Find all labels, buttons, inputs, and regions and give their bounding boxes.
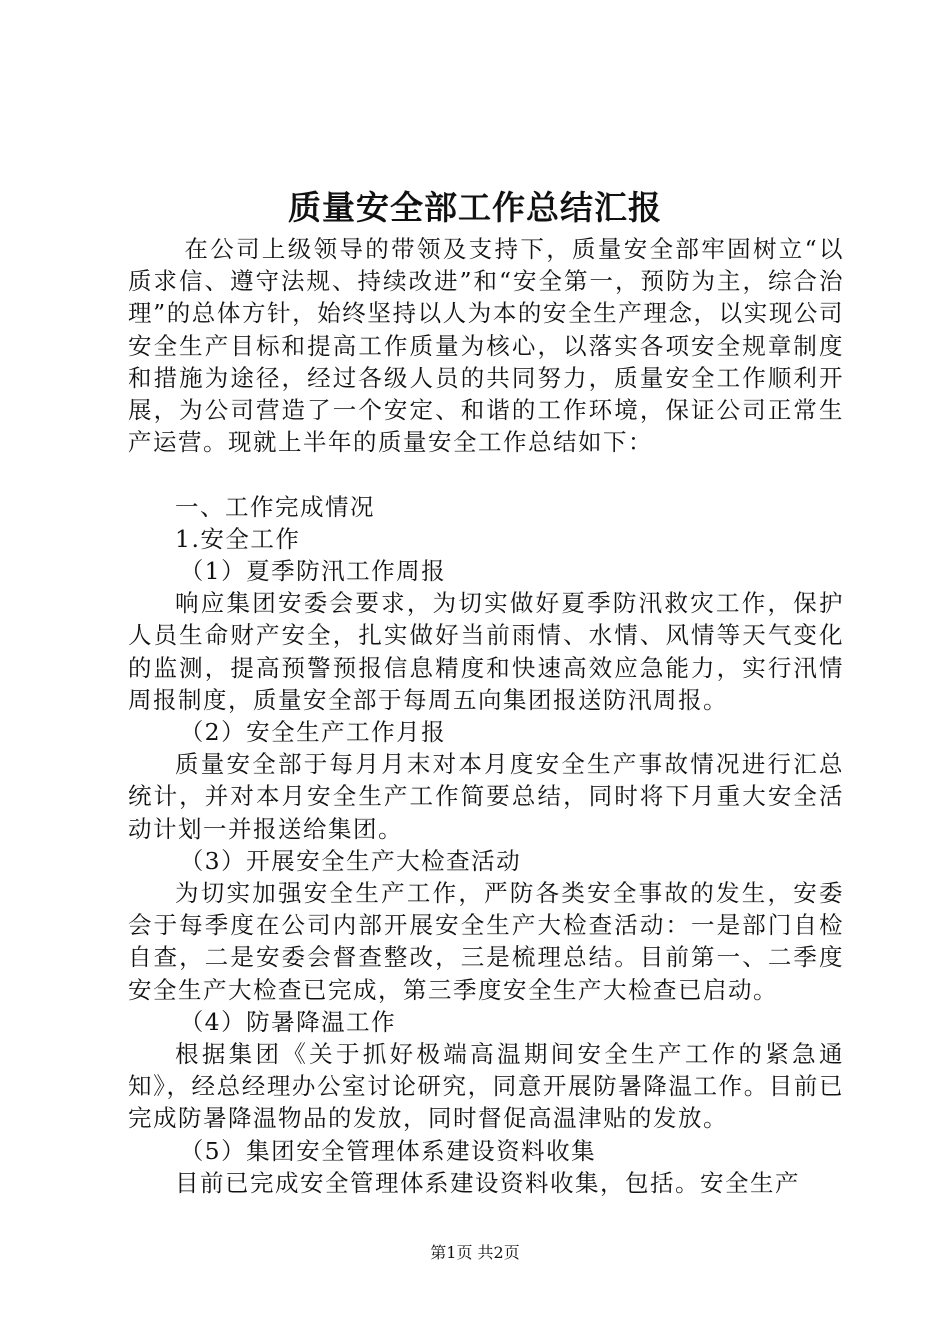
item-heading-flood-report: （1）夏季防汛工作周报 bbox=[179, 557, 447, 586]
item-heading-safety-inspection: （3）开展安全生产大检查活动 bbox=[179, 846, 522, 875]
page-footer: 第1页 共2页 bbox=[430, 1243, 520, 1262]
document-body bbox=[128, 233, 844, 1199]
subsection-heading: 1.安全工作 bbox=[175, 524, 301, 553]
item-text-flood-report: 响应集团安委会要求，为切实做好夏季防汛救灾工作，保护人员生命财产安全，扎实做好当前雨情、水情、风情等天气变化的监测，提高预警预报信息精度和快速高效应急能力，实行汛情周报制度，质量安全部于每周五向集团报送防汛周报。 bbox=[128, 589, 844, 714]
item-heading-monthly-report: （2）安全生产工作月报 bbox=[179, 718, 447, 747]
item-heading-heat-prevention: （4）防暑降温工作 bbox=[179, 1007, 397, 1036]
section-heading: 一、工作完成情况 bbox=[175, 492, 375, 521]
intro-paragraph: 在公司上级领导的带领及支持下，质量安全部牢固树立“以质求信、遵守法规、持续改进”和“安全第一，预防为主，综合治理”的总体方针，始终坚持以人为本的安全生产理念，以实现公司安全生产目标和提高工作质量为核心，以落实各项安全规章制度和措施为途径，经过各级人员的共同努力，质量安全工作顺利开展，为公司营造了一个安定、和谐的工作环境，保证公司正常生产运营。现就上半年的质量安全工作总结如下： bbox=[128, 235, 844, 457]
item-text-heat-prevention: 根据集团《关于抓好极端高温期间安全生产工作的紧急通知》，经总经理办公室讨论研究，同意开展防暑降温工作。目前已完成防暑降温物品的发放，同时督促高温津贴的发放。 bbox=[128, 1040, 844, 1133]
item-text-monthly-report: 质量安全部于每月月末对本月度安全生产事故情况进行汇总统计，并对本月安全生产工作简要总结，同时将下月重大安全活动计划一并报送给集团。 bbox=[128, 750, 844, 843]
item-text-safety-inspection: 为切实加强安全生产工作，严防各类安全事故的发生，安委会于每季度在公司内部开展安全生产大检查活动：一是部门自检自查，二是安委会督查整改，三是梳理总结。目前第一、二季度安全生产大检查已完成，第三季度安全生产大检查已启动。 bbox=[128, 879, 844, 1004]
item-heading-system-materials: （5）集团安全管理体系建设资料收集 bbox=[179, 1136, 597, 1165]
document-title: 质量安全部工作总结汇报 bbox=[288, 188, 662, 227]
item-text-system-materials: 目前已完成安全管理体系建设资料收集，包括。安全生产 bbox=[175, 1168, 800, 1197]
paragraph-spacer bbox=[128, 458, 844, 490]
